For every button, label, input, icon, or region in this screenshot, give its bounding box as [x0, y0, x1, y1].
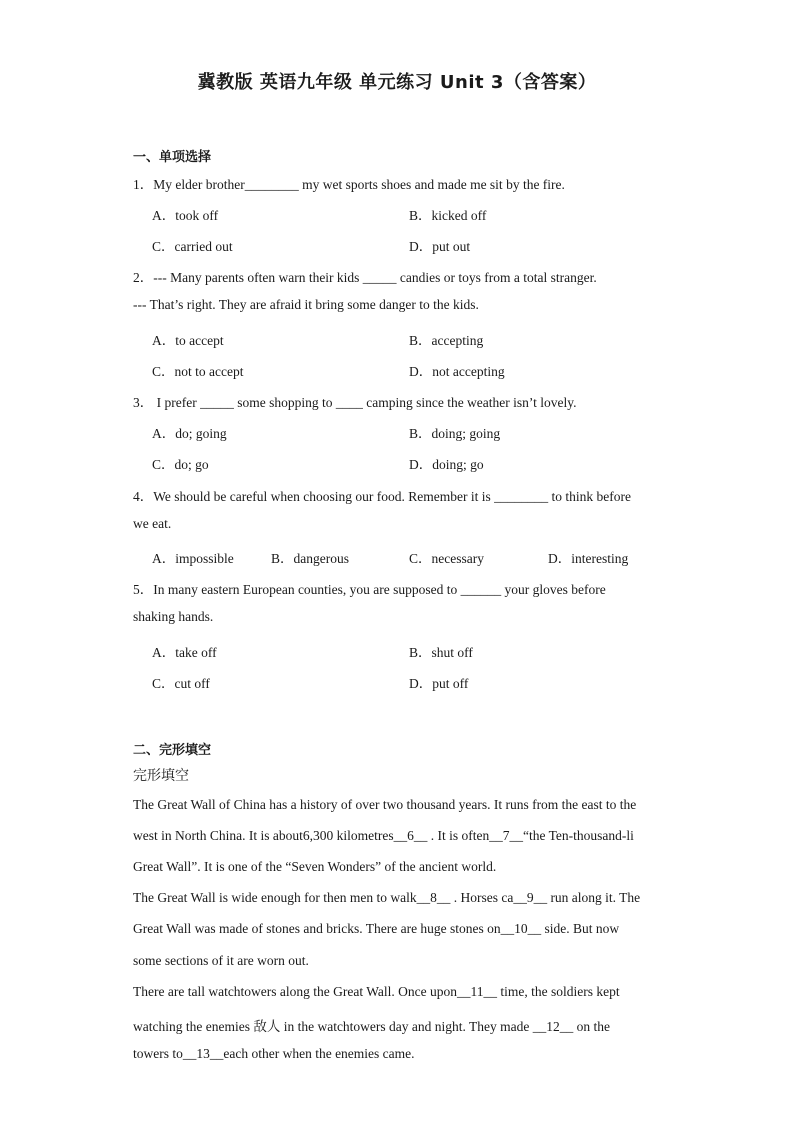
cloze-subheading: 完形填空 — [133, 768, 189, 784]
question-5-option-d: D．put off — [409, 676, 469, 691]
question-3-option-c: C．do; go — [152, 457, 209, 472]
question-5-stem-continued: shaking hands. — [133, 609, 214, 624]
question-4-option-b: B．dangerous — [271, 551, 349, 566]
question-4-option-c: C．necessary — [409, 551, 484, 566]
passage-line: west in North China. It is about6,300 kilometres__6__ . It is often__7__“the Ten-thousand-li — [133, 828, 634, 843]
question-1-option-a: A．took off — [152, 208, 219, 223]
question-5-option-a: A．take off — [152, 645, 217, 660]
question-2-option-b: B．accepting — [409, 333, 484, 348]
question-2-option-c: C．not to accept — [152, 364, 244, 379]
question-2-option-a: A．to accept — [152, 333, 224, 348]
question-2-stem: 2．--- Many parents often warn their kids _____ candies or toys from a total stranger. — [133, 270, 597, 285]
section-heading-single-choice: 一、单项选择 — [133, 150, 212, 165]
question-5-stem: 5．In many eastern European counties, you are supposed to ______ your gloves before — [133, 582, 606, 597]
question-4-option-a: A．impossible — [152, 551, 234, 566]
question-2-stem-continued: --- That’s right. They are afraid it bring some danger to the kids. — [133, 297, 479, 312]
question-4-option-d: D．interesting — [548, 551, 629, 566]
passage-line: watching the enemies 敌人 in the watchtowers day and night. They made __12__ on the — [133, 1019, 611, 1034]
question-3-stem: 3． I prefer _____ some shopping to ____ camping since the weather isn’t lovely. — [133, 395, 577, 410]
passage-line: Great Wall”. It is one of the “Seven Wonders” of the ancient world. — [133, 859, 497, 874]
question-5-option-c: C．cut off — [152, 676, 210, 691]
question-5-option-b: B．shut off — [409, 645, 473, 660]
document-title: 冀教版 英语九年级 单元练习 Unit 3（含答案） — [197, 72, 597, 93]
passage-line: There are tall watchtowers along the Great Wall. Once upon__11__ time, the soldiers kept — [133, 984, 620, 999]
question-4-stem-continued: we eat. — [133, 516, 172, 531]
question-1-option-d: D．put out — [409, 239, 471, 254]
passage-line: Great Wall was made of stones and bricks. There are huge stones on__10__ side. But now — [133, 921, 620, 936]
passage-line: some sections of it are worn out. — [133, 953, 309, 968]
question-1-option-b: B．kicked off — [409, 208, 487, 223]
passage-line: The Great Wall is wide enough for then men to walk__8__ . Horses ca__9__ run along it. The — [133, 890, 641, 905]
passage-line: towers to__13__each other when the enemies came. — [133, 1046, 415, 1061]
section-heading-cloze: 二、完形填空 — [133, 743, 212, 758]
question-1-stem: 1．My elder brother________ my wet sports shoes and made me sit by the fire. — [133, 177, 565, 192]
question-3-option-a: A．do; going — [152, 426, 227, 441]
question-3-option-d: D．doing; go — [409, 457, 484, 472]
question-3-option-b: B．doing; going — [409, 426, 501, 441]
question-2-option-d: D．not accepting — [409, 364, 505, 379]
question-4-stem: 4．We should be careful when choosing our food. Remember it is ________ to think before — [133, 489, 631, 504]
passage-line: The Great Wall of China has a history of over two thousand years. It runs from the east to the — [133, 797, 637, 812]
question-1-option-c: C．carried out — [152, 239, 233, 254]
